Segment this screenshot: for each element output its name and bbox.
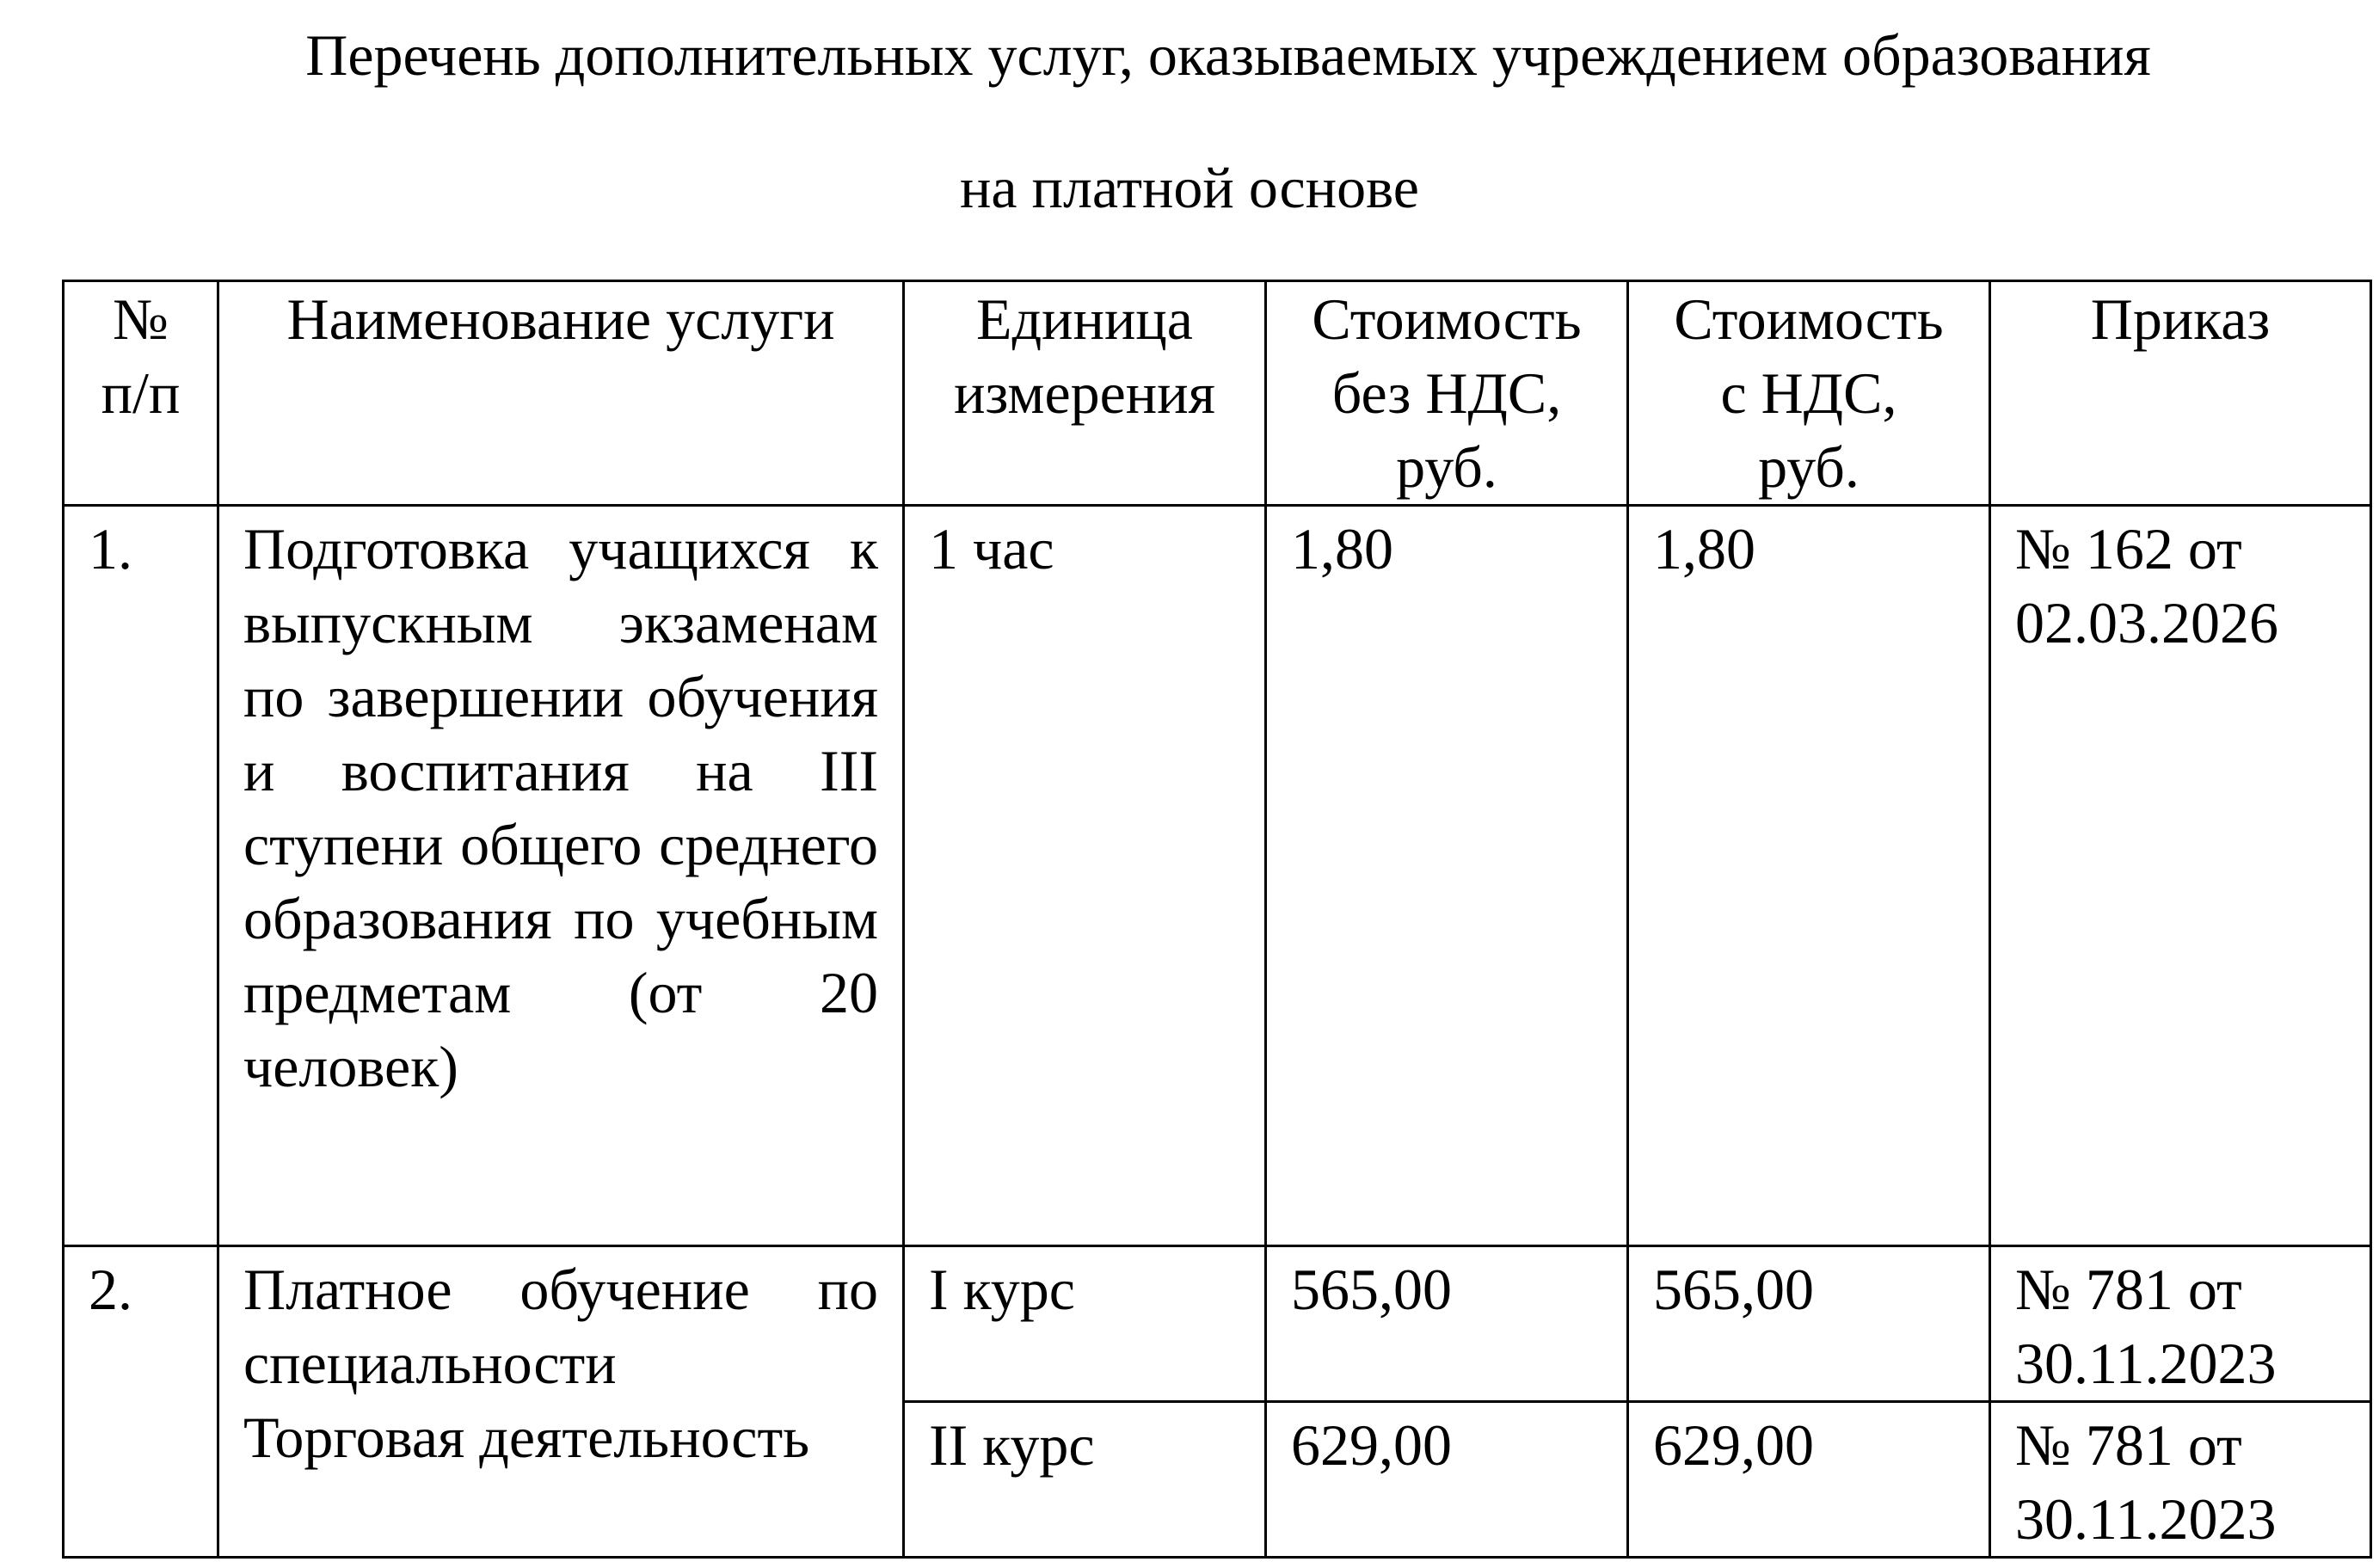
order-cell: № 781 от 30.11.2023 (1990, 1246, 2371, 1402)
unit-cell: I курс (904, 1246, 1266, 1402)
table-row (64, 506, 2371, 1246)
unit-cell: 1 час (904, 506, 1266, 1246)
row-num: 2. (64, 1246, 218, 1558)
cost-vat-cell: 1,80 (1628, 506, 1990, 1246)
cost-no-vat-cell: 629,00 (1266, 1402, 1628, 1558)
table-header-row (64, 281, 2371, 506)
order-cell: № 162 от 02.03.2026 (1990, 506, 2371, 1246)
cost-vat-cell: 629,00 (1628, 1402, 1990, 1558)
document-title-line-2: на платной основе (960, 155, 1419, 220)
header-name: Наименование услуги (218, 281, 904, 506)
order-cell: № 781 от 30.11.2023 (1990, 1402, 2371, 1558)
service-name: Платное обучение по специальности Торговая деятельность (218, 1246, 904, 1558)
cost-vat-cell: 565,00 (1628, 1246, 1990, 1402)
header-unit: Единица измерения (904, 281, 1266, 506)
table-row (64, 1246, 2371, 1402)
unit-cell: II курс (904, 1402, 1266, 1558)
row-num: 1. (64, 506, 218, 1246)
header-num: № п/п (64, 281, 218, 506)
document-title-line-1: Перечень дополнительных услуг, оказываемых учреждением образования (305, 22, 2151, 88)
cost-no-vat-cell: 565,00 (1266, 1246, 1628, 1402)
header-order: Приказ (1990, 281, 2371, 506)
cost-no-vat-cell: 1,80 (1266, 506, 1628, 1246)
services-table (62, 280, 2372, 1559)
header-cost-vat: Стоимость с НДС, руб. (1628, 281, 1990, 506)
header-cost-no-vat: Стоимость без НДС, руб. (1266, 281, 1628, 506)
service-name: Подготовка учащихся к выпускным экзаменам по завершении обучения и воспитания на III ступени общего среднего образования по учебным предметам (от 20 человек) (218, 506, 904, 1246)
